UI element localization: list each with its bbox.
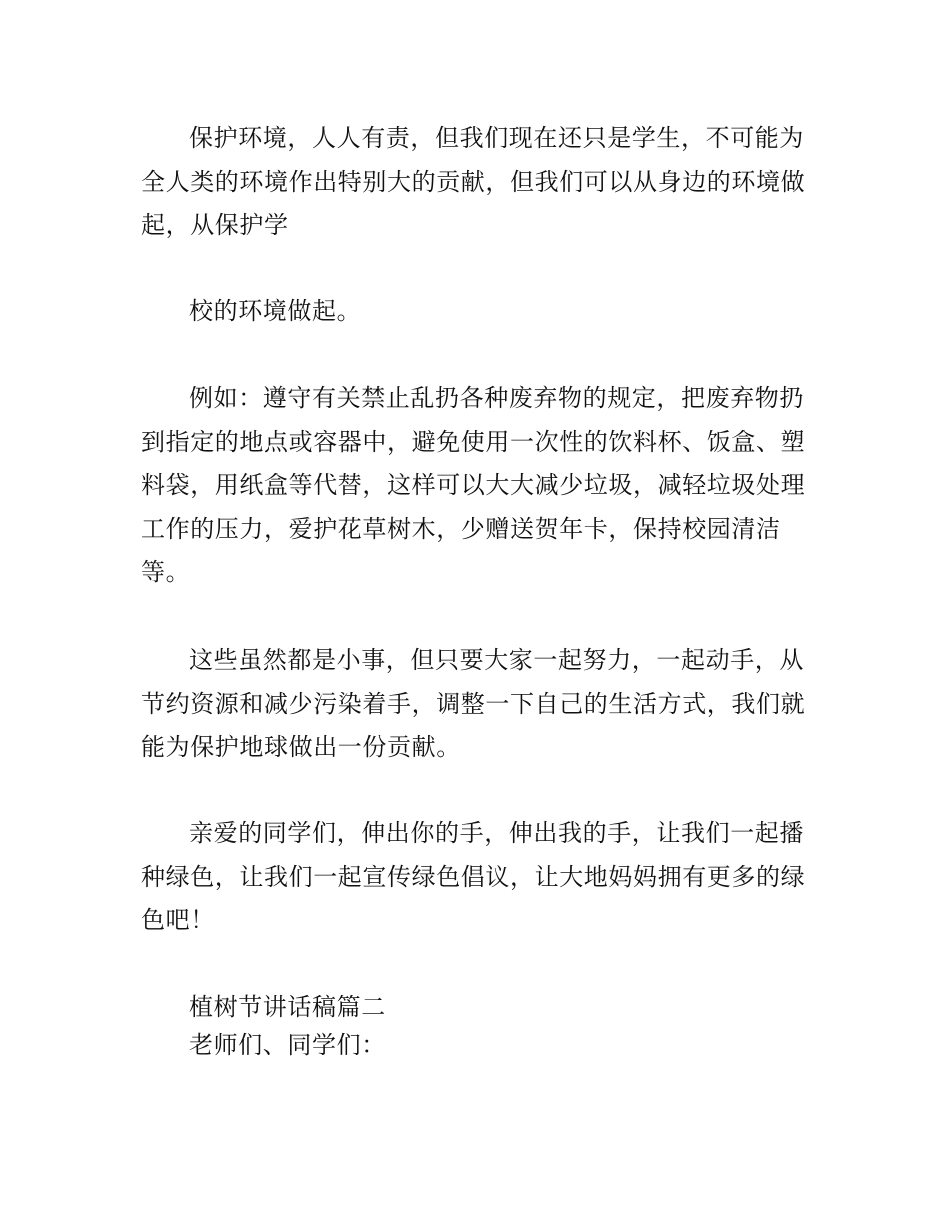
salutation-text: 老师们、同学们： <box>189 1031 386 1059</box>
text-line: 保护环境，人人有责，但我们现在还只是学生，不可能为 <box>189 124 804 152</box>
paragraph-2 <box>141 290 821 334</box>
text-line: 全人类的环境作出特别大的贡献，但我们可以从身边的环境做 <box>141 167 806 196</box>
salutation <box>141 1024 821 1068</box>
text-line: 例如：遵守有关禁止乱扔各种废弃物的规定，把废弃物扔 <box>189 384 804 412</box>
text-line: 到指定的地点或容器中，避免使用一次性的饮料杯、饭盒、塑 <box>141 427 806 456</box>
text-line: 起，从保护学 <box>141 211 289 239</box>
section-heading <box>141 986 821 1030</box>
paragraph-1 <box>141 117 821 248</box>
paragraph-3 <box>141 377 821 595</box>
text-line: 校的环境做起。 <box>189 297 362 325</box>
text-line: 节约资源和减少污染着手，调整一下自己的生活方式，我们就 <box>141 689 806 718</box>
text-line: 种绿色，让我们一起宣传绿色倡议，让大地妈妈拥有更多的绿 <box>141 862 806 891</box>
text-line: 等。 <box>141 558 191 586</box>
paragraph-5 <box>141 812 821 943</box>
paragraph-4 <box>141 639 821 770</box>
text-line: 亲爱的同学们，伸出你的手，伸出我的手，让我们一起播 <box>189 819 804 847</box>
text-line: 料袋，用纸盒等代替，这样可以大大减少垃圾，减轻垃圾处理 <box>141 471 806 499</box>
text-line: 色吧！ <box>141 906 215 934</box>
text-line: 能为保护地球做出一份贡献。 <box>141 733 461 761</box>
text-line: 工作的压力，爱护花草树木，少赠送贺年卡，保持校园清洁 <box>141 514 781 543</box>
text-line: 这些虽然都是小事，但只要大家一起努力，一起动手，从 <box>189 646 804 674</box>
heading-text: 植树节讲话稿篇二 <box>189 993 386 1021</box>
